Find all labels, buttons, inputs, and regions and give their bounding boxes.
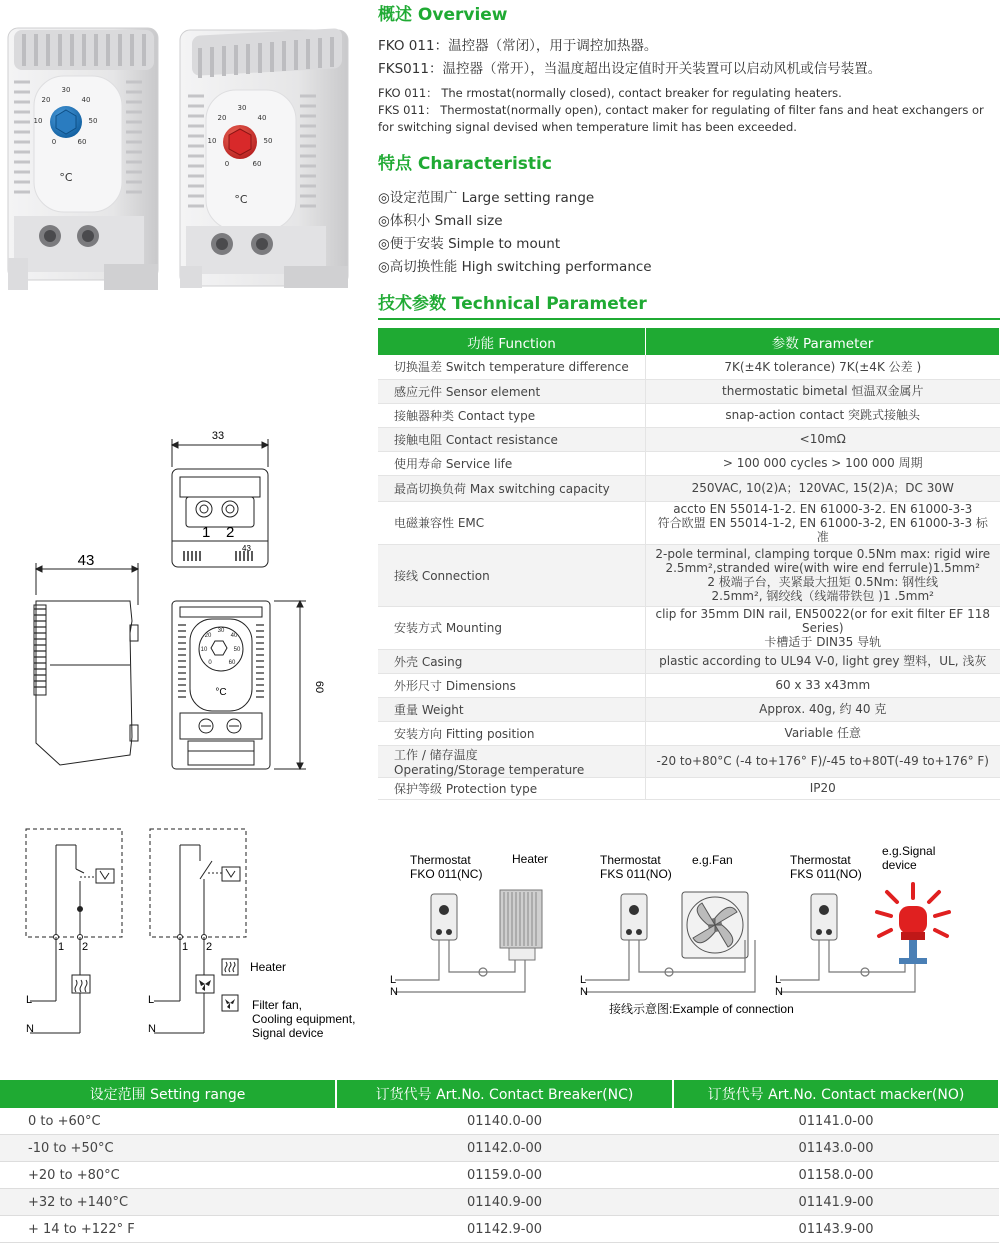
product-photo [0,20,370,295]
table-row [0,1216,999,1243]
red-dial-50: 50 [263,137,273,145]
parameter-cell [646,544,1000,606]
nc-terminal-2: 2 [82,941,89,953]
characteristic-item: ◎便于安装 Simple to mount [378,236,561,252]
overview-en-line-1: FKO 011： The rmostat(normally closed), contact breaker for regulating heaters. [378,86,842,100]
parameter-line: 2.5mm²,stranded wire(with wire end ferrule)1.5mm² [665,561,980,575]
table-row [378,451,1000,475]
overview-title: 概述 Overview [378,5,508,25]
thermostat-red-photo [180,28,348,288]
front-dial-60: 60 [228,660,236,666]
nc-article-cell: 01140.9-00 [336,1189,673,1216]
blue-dial-30: 30 [61,86,71,94]
section-divider [378,318,1000,320]
ex2-L: L [580,974,587,986]
red-dial-0: 0 [224,160,230,168]
table-row [378,379,1000,403]
function-cell [378,606,646,649]
ex1-thermostat-icon [431,894,457,940]
function-label: 电磁兼容性 EMC [394,516,485,530]
parameter-line: IP20 [809,781,836,795]
ex1-load: Heater [512,852,549,866]
blue-dial-0: 0 [51,138,57,146]
table-row [0,1135,999,1162]
parameter-cell [646,501,1000,544]
parameter-line: 250VAC, 10(2)A；120VAC, 15(2)A；DC 30W [691,481,954,495]
function-cell [378,649,646,673]
parameter-cell [646,355,1000,379]
table-row [0,1162,999,1189]
function-cell [378,355,646,379]
nc-N-label: N [26,1023,34,1035]
no-article-cell: 01141.9-00 [673,1189,999,1216]
dimension-drawing [20,425,340,785]
function-label: 外形尺寸 Dimensions [394,678,516,693]
front-dial-30: 30 [217,628,225,634]
red-dial-10: 10 [207,137,217,145]
parameter-line: 60 x 33 x43mm [775,678,871,692]
table-row [0,1108,999,1135]
front-dial-20: 20 [204,633,212,639]
parameter-line: clip for 35mm DIN rail, EN50022(or for exit filter EF 118 Series) [655,606,990,635]
parameter-cell [646,721,1000,745]
parameter-line: 符合欧盟 EN 55014-1-2, EN 61000-3-2, EN 61000-3-3 标准 [657,515,988,544]
overview-en-line-2: FKS 011： Thermostat(normally open), contact maker for regulating of filter fans and heat exchangers or for switching signal devised when temperature limit has been exceeded. [378,103,984,134]
no-article-cell: 01143.9-00 [673,1216,999,1243]
nc-article-cell: 01142.9-00 [336,1216,673,1243]
table-row [378,427,1000,451]
function-cell [378,697,646,721]
dim-terminal-2: 2 [226,524,235,541]
table-row [378,475,1000,501]
ex2-thermostat-icon [621,894,647,940]
parameter-line: plastic according to UL94 V-0, light grey 塑料，UL, 浅灰 [659,654,987,668]
dim-terminal-1: 1 [202,524,211,541]
table-row [378,697,1000,721]
overview-cn-line-2: FKS011：温控器（常开），当温度超出设定值时开关装置可以启动风机或信号装置。 [378,61,882,77]
function-label: 最高切换负荷 Max switching capacity [394,481,610,496]
thermostat-blue-photo [8,28,158,290]
ex2-title-2: FKS 011(NO) [600,867,672,881]
function-label: 安装方式 Mounting [394,621,502,635]
red-dial-60: 60 [252,160,262,168]
connection-examples [385,840,985,1025]
no-article-cell: 01141.0-00 [673,1108,999,1135]
function-label: 接触电阻 Contact resistance [394,432,558,447]
table-row [378,606,1000,649]
front-dial-40: 40 [230,633,238,639]
function-label: 切换温差 Switch temperature difference [394,360,629,375]
front-dial-0: 0 [208,660,212,666]
table-row [378,777,1000,799]
parameter-line: thermostatic bimetal 恒温双金属片 [722,384,924,398]
parameter-cell [646,379,1000,403]
parameter-line: accto EN 55014-1-2. EN 61000-3-2. EN 61000-3-3 [673,501,973,516]
no-terminal-2: 2 [206,941,213,953]
function-cell [378,544,646,606]
nc-article-cell: 01142.0-00 [336,1135,673,1162]
fan-legend-icon [225,999,235,1009]
blue-dial-20: 20 [41,96,51,104]
setting-range-cell: +32 to +140°C [0,1189,336,1216]
ex3-title-2: FKS 011(NO) [790,867,862,881]
parameter-line: 2-pole terminal, clamping torque 0.5Nm max: rigid wire [655,547,991,561]
red-dial-40: 40 [257,114,267,122]
dim-small-43: 43 [242,544,251,553]
front-dial-10: 10 [200,647,208,653]
legend-fan-1: Filter fan, [252,998,303,1012]
dim-width-33: 33 [211,430,225,442]
setting-range-cell: 0 to +60°C [0,1108,336,1135]
col-header-function: 功能 Function [378,328,646,355]
nc-article-cell: 01140.0-00 [336,1108,673,1135]
parameter-line: 2 极端子台，夹紧最大扭矩 0.5Nm: 钢性线 [707,575,939,589]
parameter-line: Approx. 40g, 约 40 克 [759,702,887,716]
parameter-cell [646,475,1000,501]
parameter-cell [646,777,1000,799]
table-row [378,673,1000,697]
overview-cn-line-1: FKO 011：温控器（常闭），用于调控加热器。 [378,38,658,54]
function-cell [378,475,646,501]
table-row [378,544,1000,606]
function-cell [378,673,646,697]
front-unit-label: °C [215,687,227,698]
parameter-line: Variable 任意 [784,726,861,740]
function-label: 保护等级 Protection type [394,781,538,796]
ex1-title-1: Thermostat [410,853,471,867]
parameter-line: -20 to+80°C (-4 to+176° F)/-45 to+80T(-49 to+176° F) [656,754,989,768]
signal-light-icon [877,884,949,964]
parameter-line: 卡槽适于 DIN35 导轨 [764,634,882,649]
parameter-cell [646,427,1000,451]
dim-width-43: 43 [77,552,95,569]
blue-dial-40: 40 [81,96,91,104]
ex1-heater-icon [500,890,542,960]
ex3-L: L [775,974,782,986]
ex2-fan-icon [682,892,748,958]
blue-dial-10: 10 [33,117,43,125]
parameter-line: <10mΩ [799,432,846,446]
col-header-setting-range: 设定范围 Setting range [0,1080,336,1108]
ordering-table [0,1080,1000,1243]
function-cell [378,777,646,799]
col-header-parameter: 参数 Parameter [646,328,1000,355]
red-unit-label: °C [234,193,248,206]
connection-caption: 接线示意图:Example of connection [609,1002,794,1016]
ex3-load-1: e.g.Signal [882,844,936,858]
function-label: 重量 Weight [394,702,464,717]
function-cell [378,745,646,777]
function-label: 感应元件 Sensor element [394,384,541,399]
table-row [378,403,1000,427]
parameter-cell [646,451,1000,475]
nc-L-label: L [26,994,33,1006]
function-cell [378,501,646,544]
nc-terminal-1: 1 [58,941,65,953]
function-label: 使用寿命 Service life [394,456,513,471]
parameter-cell [646,403,1000,427]
ex1-L: L [390,974,397,986]
legend-fan-3: Signal device [252,1026,324,1040]
setting-range-cell: +20 to +80°C [0,1162,336,1189]
red-dial-30: 30 [237,104,247,112]
col-header-no: 订货代号 Art.No. Contact macker(NO) [673,1080,999,1108]
no-L-label: L [148,994,155,1006]
no-article-cell: 01158.0-00 [673,1162,999,1189]
function-label-2: Operating/Storage temperature [394,762,585,777]
parameter-line: 2.5mm², 钢绞线（线端带铁包 )1 .5mm² [711,589,934,603]
parameter-line: snap-action contact 突跳式接触头 [725,408,921,422]
table-row [378,501,1000,544]
ex3-thermostat-icon [811,894,837,940]
characteristic-item: ◎体积小 Small size [378,213,503,229]
ex2-load: e.g.Fan [692,853,733,867]
front-dial-50: 50 [233,647,241,653]
ex3-load-2: device [882,858,917,872]
blue-dial-60: 60 [77,138,87,146]
no-N-label: N [148,1023,156,1035]
characteristic-item: ◎高切换性能 High switching performance [378,259,652,275]
ex1-title-2: FKO 011(NC) [410,867,483,881]
technical-table [378,328,1000,800]
parameter-line: > 100 000 cycles > 100 000 周期 [722,456,923,470]
dim-height-60: 60 [313,680,325,694]
table-row [378,745,1000,777]
function-cell [378,379,646,403]
blue-dial-50: 50 [88,117,98,125]
no-terminal-1: 1 [182,941,189,953]
parameter-cell [646,745,1000,777]
legend-heater: Heater [250,960,287,974]
red-dial-20: 20 [217,114,227,122]
function-label: 接触器种类 Contact type [394,408,536,423]
ex2-N: N [580,986,588,998]
no-article-cell: 01143.0-00 [673,1135,999,1162]
setting-range-cell: -10 to +50°C [0,1135,336,1162]
function-label: 安装方向 Fitting position [394,726,535,741]
overview-section [378,0,1000,25]
table-row [0,1189,999,1216]
function-cell [378,403,646,427]
function-cell [378,427,646,451]
table-row [378,355,1000,379]
col-header-nc: 订货代号 Art.No. Contact Breaker(NC) [336,1080,673,1108]
setting-range-cell: + 14 to +122° F [0,1216,336,1243]
ex2-title-1: Thermostat [600,853,661,867]
nc-article-cell: 01159.0-00 [336,1162,673,1189]
circuit-diagram [20,825,370,1045]
blue-unit-label: °C [59,171,73,184]
table-row [378,649,1000,673]
characteristic-title: 特点 Characteristic [378,154,552,174]
technical-title: 技术参数 Technical Parameter [378,294,647,314]
function-cell [378,451,646,475]
function-label: 外壳 Casing [394,654,463,669]
parameter-cell [646,649,1000,673]
function-cell [378,721,646,745]
function-label: 工作 / 储存温度 [394,747,478,762]
ex3-N: N [775,986,783,998]
parameter-cell [646,606,1000,649]
parameter-line: 7K(±4K tolerance) 7K(±4K 公差 ) [724,359,922,374]
function-label: 接线 Connection [394,568,490,583]
fan-icon [199,980,211,991]
ex3-title-1: Thermostat [790,853,851,867]
legend-fan-2: Cooling equipment, [252,1012,356,1026]
parameter-cell [646,673,1000,697]
ex1-N: N [390,986,398,998]
table-row [378,721,1000,745]
characteristic-item: ◎设定范围广 Large setting range [378,190,595,206]
parameter-cell [646,697,1000,721]
